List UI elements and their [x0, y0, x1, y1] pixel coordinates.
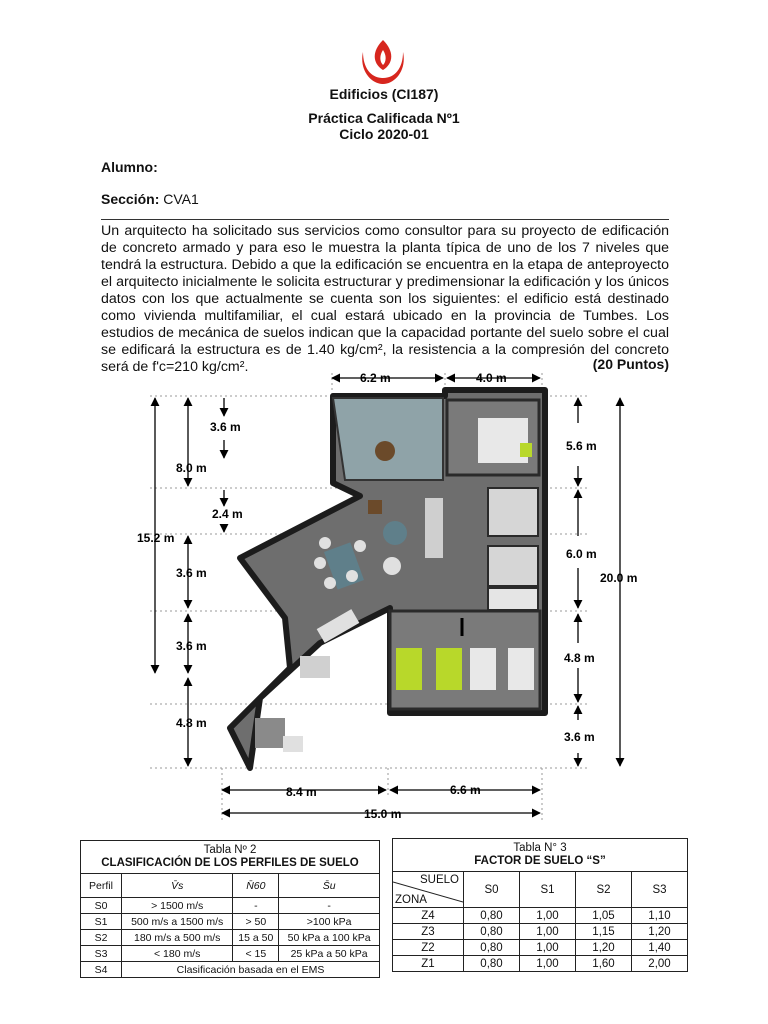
- dim-left-3: 3.6 m: [176, 566, 207, 580]
- dim-top-left: 6.2 m: [360, 371, 391, 385]
- table-cell: 1,00: [520, 908, 576, 924]
- table-row: [81, 946, 380, 962]
- table-cell: 1,40: [632, 940, 688, 956]
- table2-header: N̄60: [233, 874, 279, 898]
- dim-left-4: 3.6 m: [176, 639, 207, 653]
- table-cell: > 1500 m/s: [122, 898, 233, 914]
- table2-header: S̄u: [279, 874, 380, 898]
- table-row: [81, 962, 380, 978]
- table-cell: S3: [81, 946, 122, 962]
- table-cell: 180 m/s a 500 m/s: [122, 930, 233, 946]
- table-row: [81, 914, 380, 930]
- table-cell: Z1: [393, 956, 464, 972]
- table-cell: 1,10: [632, 908, 688, 924]
- table-cell: S2: [81, 930, 122, 946]
- table-cell: 0,80: [464, 956, 520, 972]
- table-cell: 0,80: [464, 908, 520, 924]
- section-line: [101, 191, 199, 207]
- table3-corner-top: SUELO: [420, 874, 459, 886]
- section-value: CVA1: [163, 191, 199, 207]
- table-cell: 500 m/s a 1500 m/s: [122, 914, 233, 930]
- table-cell: 1,00: [520, 940, 576, 956]
- table-cell: 15 a 50: [233, 930, 279, 946]
- dim-bottom-left: 8.4 m: [286, 785, 317, 799]
- table3-header: S0: [464, 872, 520, 908]
- dim-right-4: 3.6 m: [564, 730, 595, 744]
- table2-title-1: Tabla Nº 2: [203, 844, 257, 856]
- table-cell: 1,15: [576, 924, 632, 940]
- university-logo: [355, 36, 411, 88]
- dim-right-2: 6.0 m: [566, 547, 597, 561]
- dim-bottom-total: 15.0 m: [364, 807, 402, 821]
- table-cell: Clasificación basada en el EMS: [122, 962, 380, 978]
- building-shape: [230, 390, 545, 768]
- table-cell: -: [233, 898, 279, 914]
- table-cell: S1: [81, 914, 122, 930]
- table-cell: 1,60: [576, 956, 632, 972]
- dim-left-total-upper: 8.0 m: [176, 461, 207, 475]
- table3-title-1: Tabla N° 3: [513, 842, 567, 854]
- table-cell: 0,80: [464, 940, 520, 956]
- table3-corner-bottom: ZONA: [395, 894, 427, 906]
- table3-header: S2: [576, 872, 632, 908]
- table-cell: Z4: [393, 908, 464, 924]
- table-cell: >100 kPa: [279, 914, 380, 930]
- table2-title-2: CLASIFICACIÓN DE LOS PERFILES DE SUELO: [101, 857, 359, 869]
- floor-plan: [0, 368, 768, 828]
- divider: [101, 219, 669, 220]
- table-cell: 25 kPa a 50 kPa: [279, 946, 380, 962]
- table-cell: 1,00: [520, 956, 576, 972]
- table3-corner: [393, 872, 464, 908]
- table-cell: Z2: [393, 940, 464, 956]
- cycle-title: Ciclo 2020-01: [339, 126, 429, 142]
- table-row: [81, 898, 380, 914]
- table-row: [393, 908, 688, 924]
- section-label: Sección:: [101, 191, 160, 207]
- course-title: Edificios (CI187): [329, 86, 439, 102]
- table3-header: S1: [520, 872, 576, 908]
- student-label: Alumno:: [101, 159, 158, 175]
- dim-left-overall: 15.2 m: [137, 531, 175, 545]
- table2-header: Perfil: [81, 874, 122, 898]
- dim-left-5: 4.8 m: [176, 716, 207, 730]
- table-cell: -: [279, 898, 380, 914]
- table-row: [393, 956, 688, 972]
- points-label: (20 Puntos): [592, 356, 669, 372]
- dim-right-1: 5.6 m: [566, 439, 597, 453]
- table-cell: 50 kPa a 100 kPa: [279, 930, 380, 946]
- table-cell: 0,80: [464, 924, 520, 940]
- table-soil-profiles: [80, 840, 380, 978]
- table-cell: < 15: [233, 946, 279, 962]
- practice-title: Práctica Calificada Nº1: [308, 110, 460, 126]
- table-row: [393, 924, 688, 940]
- table-cell: 1,05: [576, 908, 632, 924]
- table-soil-factor: [392, 838, 688, 972]
- table-cell: 1,20: [576, 940, 632, 956]
- table-cell: < 180 m/s: [122, 946, 233, 962]
- table-cell: S4: [81, 962, 122, 978]
- table-cell: 2,00: [632, 956, 688, 972]
- table-row: [81, 930, 380, 946]
- dim-left-1: 3.6 m: [210, 420, 241, 434]
- table-cell: Z3: [393, 924, 464, 940]
- table-cell: 1,20: [632, 924, 688, 940]
- dim-right-3: 4.8 m: [564, 651, 595, 665]
- table-cell: > 50: [233, 914, 279, 930]
- dim-bottom-right: 6.6 m: [450, 783, 481, 797]
- dim-right-overall: 20.0 m: [600, 571, 638, 585]
- table3-title-2: FACTOR DE SUELO “S”: [474, 855, 606, 867]
- table2-header: V̄s: [122, 874, 233, 898]
- table-row: [393, 940, 688, 956]
- table3-header: S3: [632, 872, 688, 908]
- dim-left-2: 2.4 m: [212, 507, 243, 521]
- table-cell: 1,00: [520, 924, 576, 940]
- table-cell: S0: [81, 898, 122, 914]
- dim-top-right: 4.0 m: [476, 371, 507, 385]
- problem-statement: Un arquitecto ha solicitado sus servicios como consultor para su proyecto de edificación de concreto armado y para eso le muestra la planta típica de uno de los 7 niveles que tendrá la estructura. Debido a que la edificación se encuentra en la etapa de anteproyecto el arquitecto inicialmente le solicita estructurar y predimensionar la edificación y los únicos datos con los que actualmente se cuenta son los siguientes: el edificio está destinado como vivienda multifamiliar, el cual estará ubicado en la provincia de Tumbes. Los estudios de mecánica de suelos indican que la capacidad portante del suelo sobre el cual se edificará la estructura es de 1.40 kg/cm², la resistencia a la compresión del concreto será de f'c=210 kg/cm².: [101, 223, 669, 375]
